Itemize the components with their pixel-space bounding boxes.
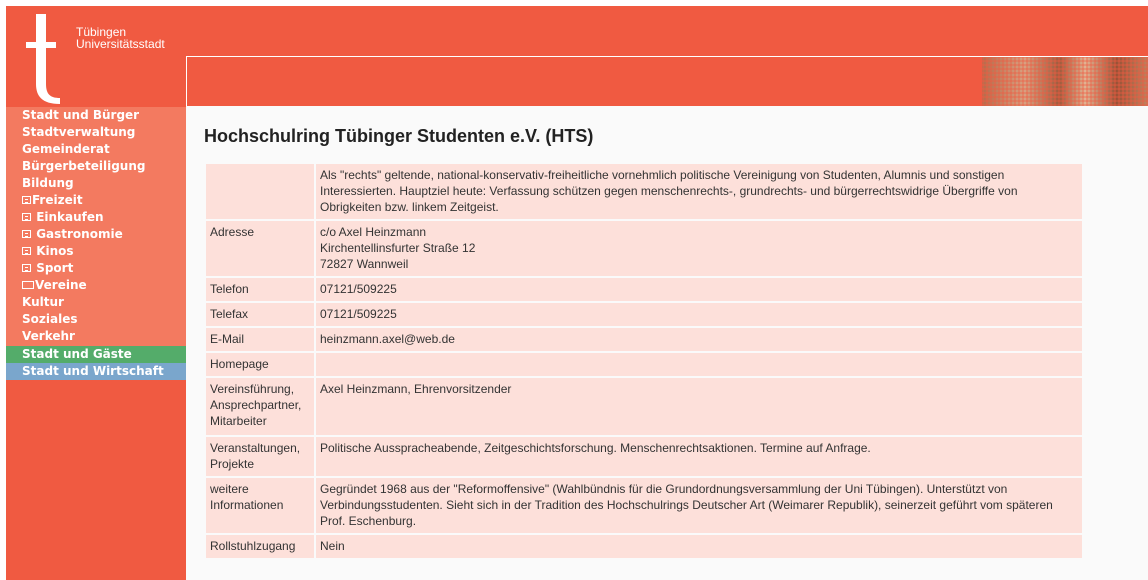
list-box-icon [22, 247, 31, 255]
sidebar-item-label: Stadt und Wirtschaft [22, 364, 164, 378]
site-name-line2: Universitätsstadt [76, 37, 165, 51]
sidebar-item-label: Soziales [22, 312, 78, 326]
table-row [206, 221, 1082, 276]
list-box-icon [22, 230, 31, 238]
table-row [206, 303, 1082, 326]
sidebar-item-vereine[interactable] [6, 277, 186, 294]
sidebar-item-label: Gastronomie [36, 227, 123, 241]
sidebar-item-label: Stadt und Bürger [22, 108, 140, 122]
empty-box-icon [22, 281, 34, 289]
sidebar-item-kinos[interactable] [6, 243, 186, 260]
homepage-value [316, 353, 1082, 376]
address-line: c/o Axel Heinzmann [320, 225, 427, 239]
row-label: Telefon [206, 278, 314, 301]
email-value[interactable]: heinzmann.axel@web.de [316, 328, 1082, 351]
table-row [206, 164, 1082, 219]
address-line: Kirchentellinsfurter Straße 12 [320, 241, 476, 255]
list-box-icon [22, 264, 31, 272]
club-info-table [204, 162, 1084, 560]
sidebar-item-bildung[interactable] [6, 175, 186, 192]
address-line: 72827 Wannweil [320, 257, 409, 271]
sidebar-item-label: Kinos [36, 244, 74, 258]
wheelchair-value: Nein [316, 535, 1082, 558]
site-header [6, 6, 1148, 106]
sidebar-item-label: Stadtverwaltung [22, 125, 136, 139]
sidebar-item-stadt-und-gaeste[interactable] [6, 346, 186, 363]
sidebar-item-soziales[interactable] [6, 311, 186, 328]
banner-photo [982, 57, 1148, 106]
sidebar-item-label: Sport [36, 261, 74, 275]
row-label: Rollstuhlzugang [206, 535, 314, 558]
management-value: Axel Heinzmann, Ehrenvorsitzender [316, 378, 1082, 435]
table-row [206, 278, 1082, 301]
row-label [206, 164, 314, 219]
sidebar-item-gastronomie[interactable] [6, 226, 186, 243]
sidebar-item-label: Stadt und Gäste [22, 347, 132, 361]
sidebar-item-label: Bildung [22, 176, 74, 190]
site-name-line1: Tübingen [76, 25, 127, 39]
address-value [316, 221, 1082, 276]
row-label: weitere Informationen [206, 478, 314, 533]
t-letter-logo[interactable] [20, 12, 68, 106]
expanded-box-icon [22, 196, 31, 204]
table-row [206, 353, 1082, 376]
sidebar-nav [6, 107, 186, 380]
phone-value: 07121/509225 [316, 278, 1082, 301]
row-label: Adresse [206, 221, 314, 276]
fax-value: 07121/509225 [316, 303, 1082, 326]
sidebar-item-label: Bürgerbeteiligung [22, 159, 146, 173]
table-row [206, 478, 1082, 533]
site-name[interactable] [76, 26, 165, 50]
table-row [206, 437, 1082, 476]
banner-strip [186, 56, 1148, 106]
table-row [206, 378, 1082, 435]
sidebar-item-stadt-und-wirtschaft[interactable] [6, 363, 186, 380]
sidebar-item-gemeinderat[interactable] [6, 141, 186, 158]
main-content [186, 106, 1148, 580]
row-label: Telefax [206, 303, 314, 326]
sidebar-item-sport[interactable] [6, 260, 186, 277]
list-box-icon [22, 213, 31, 221]
description-value: Als "rechts" geltende, national-konservativ-freiheitliche vornehmlich politische Vereinigung von Studenten, Alumnis und sonstigen Interessierten. Hauptziel heute: Verfassung schützen gegen menschenrechts-, grundrechts- und bürgerrechtswidrige Übergriffe von Obrigkeiten bzw. linkem Zeitgeist. [316, 164, 1082, 219]
row-label: Veranstaltungen, Projekte [206, 437, 314, 476]
row-label: Homepage [206, 353, 314, 376]
sidebar-item-einkaufen[interactable] [6, 209, 186, 226]
sidebar-item-buergerbeteiligung[interactable] [6, 158, 186, 175]
sidebar-item-label: Gemeinderat [22, 142, 110, 156]
sidebar-item-label: Verkehr [22, 329, 75, 343]
table-row [206, 535, 1082, 558]
sidebar-item-label: Vereine [35, 278, 87, 292]
row-label: Vereinsführung, Ansprechpartner, Mitarbeiter [206, 378, 314, 435]
page-title: Hochschulring Tübinger Studenten e.V. (HTS) [204, 126, 594, 146]
sidebar-item-kultur[interactable] [6, 294, 186, 311]
sidebar [6, 106, 186, 580]
sidebar-item-stadtverwaltung[interactable] [6, 124, 186, 141]
sidebar-item-stadt-und-buerger[interactable] [6, 107, 186, 124]
events-value: Politische Ausspracheabende, Zeitgeschichtsforschung. Menschenrechtsaktionen. Termine auf Anfrage. [316, 437, 1082, 476]
row-label: E-Mail [206, 328, 314, 351]
table-row [206, 328, 1082, 351]
sidebar-item-label: Einkaufen [36, 210, 104, 224]
sidebar-item-label: Freizeit [32, 193, 83, 207]
more-info-value: Gegründet 1968 aus der "Reformoffensive" (Wahlbündnis für die Grundordnungsversammlung der Uni Tübingen). Unterstützt von Verbindungsstudenten. Sieht sich in der Tradition des Hochschulrings Deutscher Art (Weimarer Republik), seinerzeit geführt vom späteren Prof. Eschenburg. [316, 478, 1082, 533]
sidebar-item-freizeit[interactable] [6, 192, 186, 209]
sidebar-item-verkehr[interactable] [6, 328, 186, 345]
sidebar-item-label: Kultur [22, 295, 64, 309]
